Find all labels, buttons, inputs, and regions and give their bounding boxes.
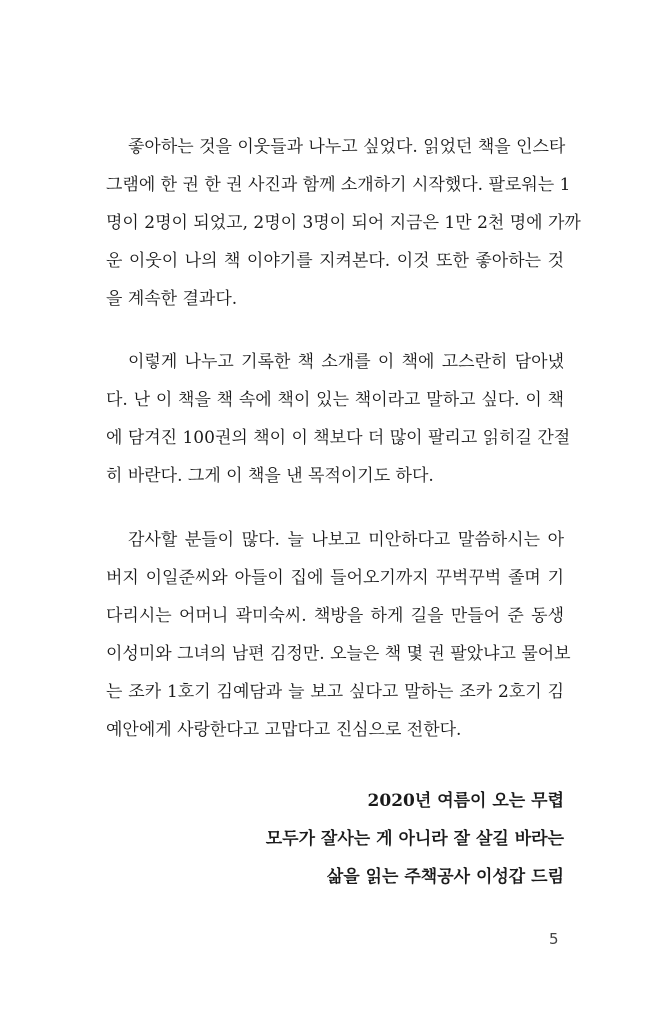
author-signature — [266, 782, 564, 896]
text-line: 감사할 분들이 많다. 늘 나보고 미안하다고 말씀하시는 아 — [128, 530, 564, 550]
paragraph-book-purpose — [106, 343, 571, 495]
text-line: 다. 난 이 책을 책 속에 책이 있는 책이라고 말하고 싶다. 이 책 — [106, 390, 564, 410]
text-line: 히 바란다. 그게 이 책을 낸 목적이기도 하다. — [106, 466, 434, 486]
text-line: 버지 이일준씨와 아들이 집에 들어오기까지 꾸벅꾸벅 졸며 기 — [106, 568, 564, 588]
paragraph-acknowledgements — [106, 521, 571, 749]
text-line: 운 이웃이 나의 책 이야기를 지켜본다. 이것 또한 좋아하는 것 — [106, 251, 564, 271]
page-number: 5 — [549, 930, 559, 948]
text-line: 이렇게 나누고 기록한 책 소개를 이 책에 고스란히 담아냈 — [128, 352, 564, 372]
text-line: 는 조카 1호기 김예담과 늘 보고 싶다고 말하는 조카 2호기 김 — [106, 682, 564, 702]
text-line: 명이 2명이 되었고, 2명이 3명이 되어 지금은 1만 2천 명에 가까 — [106, 213, 581, 233]
text-line: 다리시는 어머니 곽미숙씨. 책방을 하게 길을 만들어 준 동생 — [106, 606, 564, 626]
signature-author: 삶을 읽는 주책공사 이성갑 드림 — [326, 867, 564, 887]
text-line: 좋아하는 것을 이웃들과 나누고 싶었다. 읽었던 책을 인스타 — [128, 137, 566, 157]
paragraph-sharing — [106, 128, 581, 318]
signature-date: 2020년 여름이 오는 무렵 — [367, 791, 564, 811]
text-line: 이성미와 그녀의 남편 김정만. 오늘은 책 몇 권 팔았냐고 물어보 — [106, 644, 571, 664]
text-line: 예안에게 사랑한다고 고맙다고 진심으로 전한다. — [106, 720, 462, 740]
text-line: 그램에 한 권 한 권 사진과 함께 소개하기 시작했다. 팔로워는 1 — [106, 175, 571, 195]
signature-motto: 모두가 잘사는 게 아니라 잘 살길 바라는 — [265, 829, 564, 849]
text-line: 에 담겨진 100권의 책이 이 책보다 더 많이 팔리고 읽히길 간절 — [106, 428, 571, 448]
text-line: 을 계속한 결과다. — [106, 289, 238, 309]
